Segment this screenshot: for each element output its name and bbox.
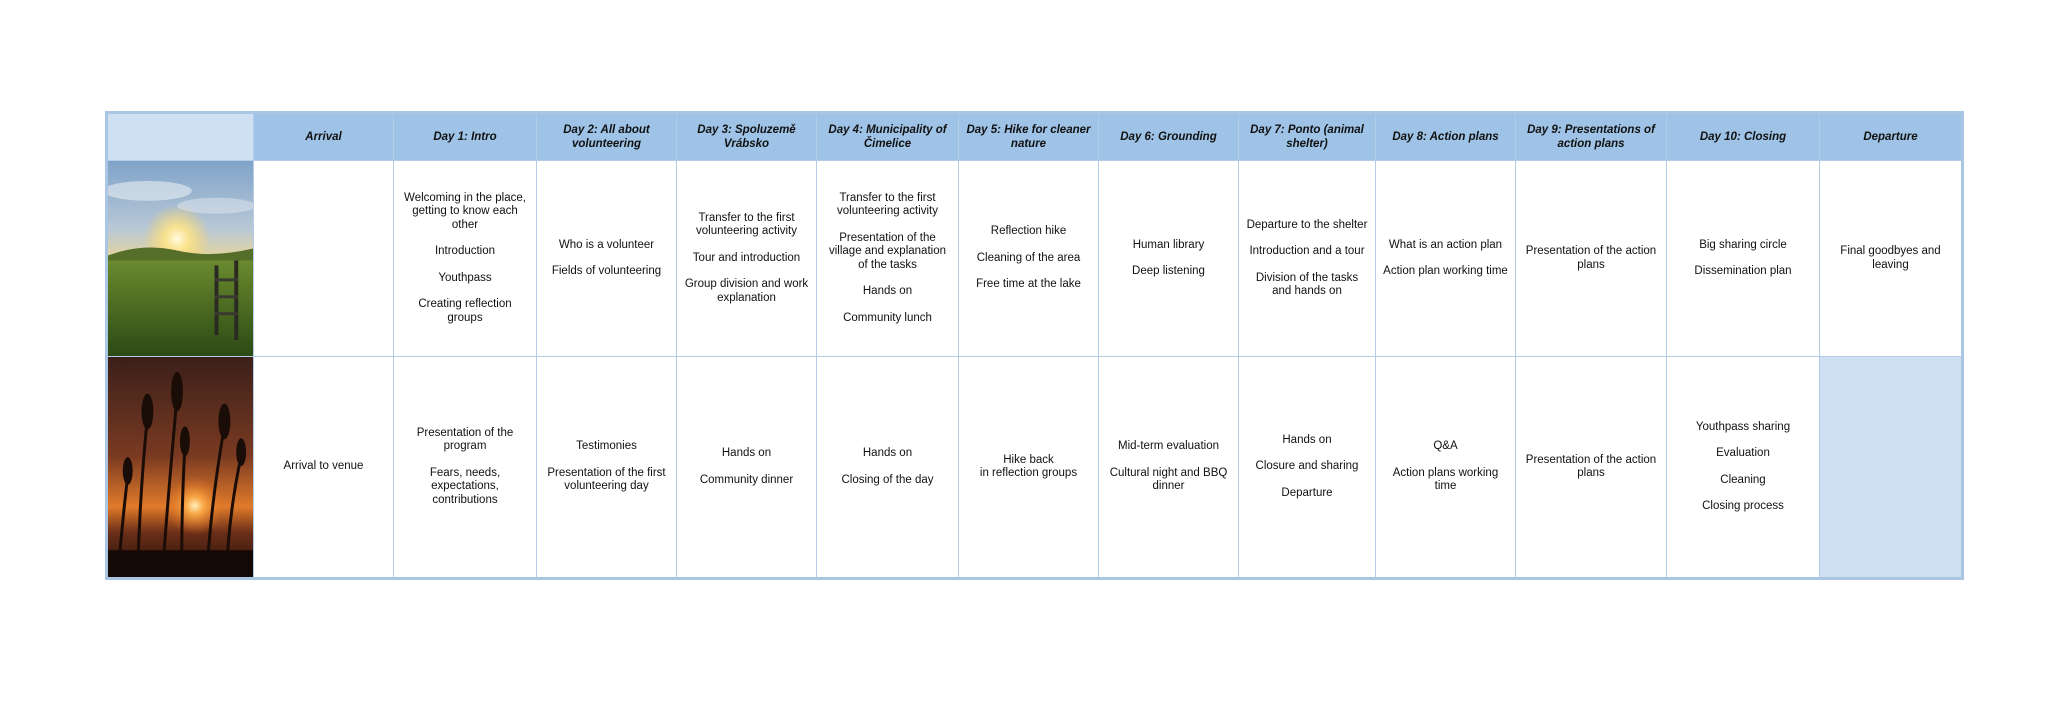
- activity-line: Deep listening: [1132, 265, 1205, 277]
- schedule-cell: [537, 161, 677, 357]
- column-header: Departure: [1820, 113, 1963, 161]
- activity-line: Hands on: [862, 285, 913, 298]
- header-row: [107, 113, 1963, 161]
- activity-line: Presentation of the village and explanation of the tasks: [828, 231, 946, 271]
- sunset-wheat-photo: [107, 357, 254, 579]
- activity-line: Big sharing circle: [1699, 238, 1787, 251]
- schedule-cell: [1516, 357, 1667, 579]
- activity-line: Hands on: [1282, 433, 1332, 446]
- activity-line: Departure to the shelter: [1246, 218, 1368, 231]
- activity-line: Presentation of the first volunteering day: [547, 466, 666, 493]
- activity-line: Youthpass sharing: [1695, 420, 1791, 433]
- activity-line: Final goodbyes and leaving: [1840, 245, 1941, 271]
- column-header: Day 7: Ponto (animal shelter): [1239, 113, 1376, 161]
- activity-line: Community dinner: [699, 473, 794, 486]
- column-header: Day 3: Spoluzemě Vrábsko: [677, 113, 817, 161]
- activity-line: Free time at the lake: [976, 278, 1081, 291]
- activity-line: Q&A: [1433, 440, 1458, 453]
- schedule-cell: [1239, 161, 1376, 357]
- schedule-cell: [394, 357, 537, 579]
- schedule-cell: [1820, 161, 1963, 357]
- activity-line: Who is a volunteer: [558, 238, 655, 251]
- schedule-cell: [394, 161, 537, 357]
- column-header: Day 4: Municipality of Čimelice: [817, 113, 959, 161]
- activity-line: Transfer to the first volunteering activity: [837, 191, 938, 218]
- schedule-cell: [1376, 357, 1516, 579]
- activity-line: Presentation of the action plans: [1525, 245, 1657, 271]
- corner-cell: [107, 113, 254, 161]
- activity-line: Fears, needs, expectations, contributions: [429, 466, 501, 506]
- activity-line: Introduction: [434, 245, 496, 258]
- column-header: Day 6: Grounding: [1099, 113, 1239, 161]
- schedule-cell: [1239, 357, 1376, 579]
- activity-line: Presentation of the program: [416, 426, 514, 453]
- column-header: Day 8: Action plans: [1376, 113, 1516, 161]
- activity-line: Creating reflection groups: [418, 298, 512, 324]
- column-header: Day 10: Closing: [1667, 113, 1820, 161]
- schedule-table: [105, 111, 1964, 580]
- schedule-row-morning: [107, 161, 1963, 357]
- activity-line: Hands on: [862, 447, 913, 459]
- activity-line: Youthpass: [438, 271, 492, 284]
- activity-line: Human library: [1132, 238, 1205, 251]
- activity-line: Division of the tasks and hands on: [1255, 271, 1359, 297]
- column-header: Day 5: Hike for cleaner nature: [959, 113, 1099, 161]
- activity-line: Community lunch: [843, 311, 932, 324]
- schedule-cell: [1099, 357, 1239, 579]
- activity-line: Introduction and a tour: [1249, 245, 1365, 257]
- activity-line: Dissemination plan: [1694, 265, 1792, 277]
- schedule-cell: [537, 357, 677, 579]
- activity-line: Departure: [1281, 486, 1333, 499]
- activity-line: Cultural night and BBQ dinner: [1109, 466, 1228, 493]
- column-header: Arrival: [254, 113, 394, 161]
- activity-line: Fields of volunteering: [551, 265, 662, 277]
- schedule-cell: [254, 357, 394, 579]
- schedule-cell: [677, 161, 817, 357]
- activity-line: Closing of the day: [841, 473, 934, 486]
- activity-line: Tour and introduction: [692, 251, 801, 264]
- activity-line: Closing process: [1702, 500, 1784, 512]
- schedule-cell: [959, 161, 1099, 357]
- schedule-cell-empty: [1820, 357, 1963, 579]
- schedule-cell: [677, 357, 817, 579]
- activity-line: Action plan working time: [1383, 265, 1508, 277]
- schedule-cell: [1667, 357, 1820, 579]
- column-header: Day 2: All about volunteering: [537, 113, 677, 161]
- schedule-cell: [254, 161, 394, 357]
- activity-line: Testimonies: [576, 440, 637, 453]
- activity-line: Arrival to venue: [283, 460, 364, 473]
- activity-line: Group division and work explanation: [684, 278, 809, 304]
- activity-line: Evaluation: [1716, 447, 1770, 459]
- schedule-cell: [817, 161, 959, 357]
- activity-line: Cleaning of the area: [976, 251, 1081, 264]
- activity-line: Welcoming in the place, getting to know each other: [404, 191, 526, 231]
- column-header: Day 1: Intro: [394, 113, 537, 161]
- activity-line: Action plans working time: [1392, 466, 1499, 493]
- activity-line: Presentation of the action plans: [1525, 453, 1657, 479]
- schedule-cell: [1516, 161, 1667, 357]
- activity-line: Hike back in reflection groups: [979, 453, 1078, 479]
- activity-line: Cleaning: [1720, 473, 1766, 486]
- activity-line: What is an action plan: [1388, 238, 1503, 251]
- column-header: Day 9: Presentations of action plans: [1516, 113, 1667, 161]
- schedule-cell: [1667, 161, 1820, 357]
- schedule-row-afternoon: [107, 357, 1963, 579]
- schedule-cell: [1099, 161, 1239, 357]
- activity-line: Hands on: [721, 447, 772, 459]
- schedule-cell: [1376, 161, 1516, 357]
- schedule-cell: [959, 357, 1099, 579]
- activity-line: Transfer to the first volunteering activity: [696, 211, 797, 238]
- activity-line: Reflection hike: [990, 225, 1067, 238]
- activity-line: Mid-term evaluation: [1118, 440, 1219, 453]
- schedule-cell: [817, 357, 959, 579]
- sunrise-meadow-photo: [107, 161, 254, 357]
- activity-line: Closure and sharing: [1255, 460, 1359, 473]
